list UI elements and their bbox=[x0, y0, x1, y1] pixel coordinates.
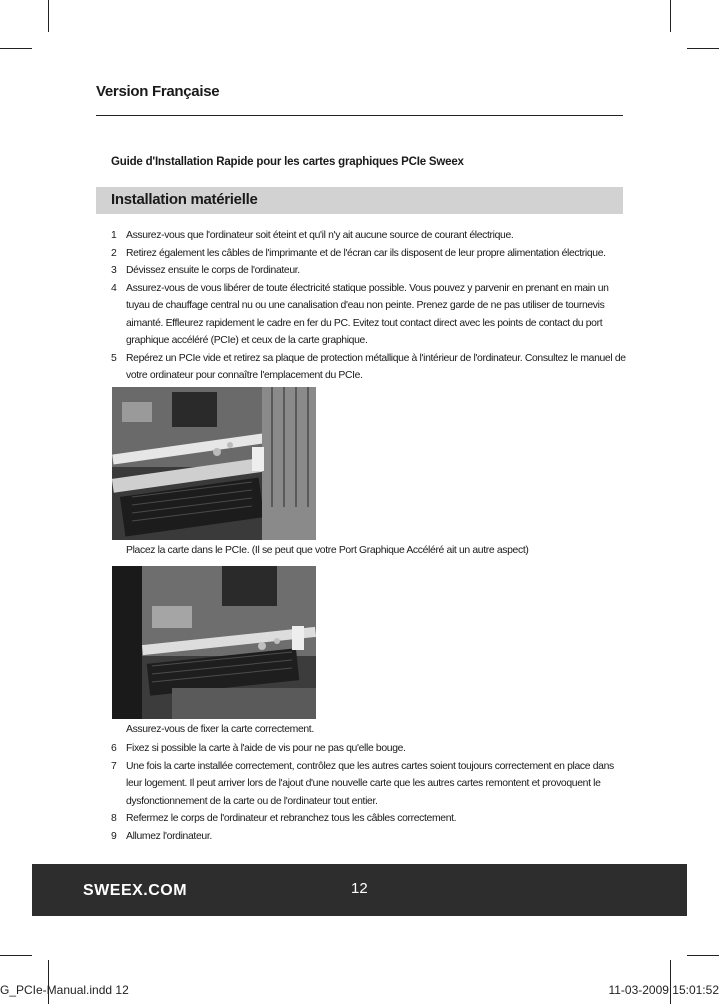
step-text: Une fois la carte installée correctement, contrôlez que les autres cartes soient toujours correctement en place dans leur logement. Il peut arriver lors de l'ajout d'une nouvelle carte que les autres cartes remontent et provoquent le dysfonctionnement de la carte ou de l'ordinateur tout entier. bbox=[126, 760, 614, 807]
page-number: 12 bbox=[351, 880, 368, 897]
crop-mark bbox=[48, 0, 49, 32]
brand-logo-text: SWEEX.COM bbox=[83, 882, 188, 899]
header-divider bbox=[96, 115, 623, 116]
list-item bbox=[111, 350, 626, 385]
step-text: Retirez également les câbles de l'imprimante et de l'écran car ils disposent de leur propre alimentation électrique. bbox=[126, 247, 606, 259]
section-title: Installation matérielle bbox=[111, 191, 258, 208]
step-text: Refermez le corps de l'ordinateur et rebranchez tous les câbles correctement. bbox=[126, 813, 457, 824]
list-item bbox=[111, 828, 626, 846]
list-item bbox=[111, 245, 626, 263]
step-text: Allumez l'ordinateur. bbox=[126, 830, 212, 842]
motherboard-illustration bbox=[112, 566, 316, 719]
step-number: 1 bbox=[111, 230, 117, 241]
step-number: 9 bbox=[111, 830, 117, 842]
steps-list-part1 bbox=[111, 227, 626, 385]
step-number: 6 bbox=[111, 743, 117, 754]
step-text: Fixez si possible la carte à l'aide de vis pour ne pas qu'elle bouge. bbox=[126, 743, 406, 754]
page-footer bbox=[32, 864, 687, 916]
crop-mark bbox=[0, 955, 32, 956]
print-slug-timestamp: 11-03-2009 15:01:52 bbox=[608, 983, 719, 997]
photo-caption-1: Placez la carte dans le PCIe. (Il se peut que votre Port Graphique Accéléré ait un autre aspect) bbox=[126, 545, 529, 556]
crop-mark bbox=[0, 48, 32, 49]
crop-mark bbox=[670, 0, 671, 32]
motherboard-illustration bbox=[112, 387, 316, 540]
steps-list-part2 bbox=[111, 740, 626, 845]
list-item bbox=[111, 810, 626, 828]
section-header bbox=[96, 187, 623, 214]
print-slug-filename: G_PCIe-Manual.indd 12 bbox=[0, 983, 129, 997]
page-header-title: Version Française bbox=[96, 83, 220, 100]
step-number: 2 bbox=[111, 247, 117, 259]
crop-mark bbox=[48, 960, 49, 1004]
crop-mark bbox=[687, 48, 719, 49]
list-item bbox=[111, 262, 626, 280]
list-item bbox=[111, 280, 626, 350]
list-item bbox=[111, 740, 626, 758]
crop-mark bbox=[687, 955, 719, 956]
step-text: Repérez un PCIe vide et retirez sa plaque de protection métallique à l'intérieur de l'ordinateur. Consultez le manuel de votre ordinateur pour connaître l'emplacement du PCIe. bbox=[126, 352, 626, 381]
step-number: 3 bbox=[111, 265, 117, 276]
photo-caption-2: Assurez-vous de fixer la carte correctement. bbox=[126, 724, 314, 735]
guide-title: Guide d'Installation Rapide pour les cartes graphiques PCIe Sweex bbox=[111, 156, 464, 168]
motherboard-photo-1 bbox=[112, 387, 316, 540]
step-number: 4 bbox=[111, 282, 117, 294]
list-item bbox=[111, 227, 626, 245]
motherboard-photo-2 bbox=[112, 566, 316, 719]
step-number: 5 bbox=[111, 352, 117, 364]
step-number: 7 bbox=[111, 760, 117, 772]
step-text: Dévissez ensuite le corps de l'ordinateur. bbox=[126, 265, 300, 276]
step-number: 8 bbox=[111, 813, 117, 824]
step-text: Assurez-vous de vous libérer de toute électricité statique possible. Vous pouvez y parvenir en prenant en main un tuyau de chauffage central nu ou une canalisation d'eau non peinte. Prenez garde de ne pas utiliser de tournevis aimanté. Effleurez rapidement le cadre en fer du PC. Evitez tout contact direct avec les points de contact du port graphique accéléré (PCIe) et ceux de la carte graphique. bbox=[126, 282, 609, 346]
list-item bbox=[111, 758, 626, 811]
step-text: Assurez-vous que l'ordinateur soit éteint et qu'il n'y ait aucune source de courant électrique. bbox=[126, 230, 514, 241]
crop-mark bbox=[670, 960, 671, 1004]
